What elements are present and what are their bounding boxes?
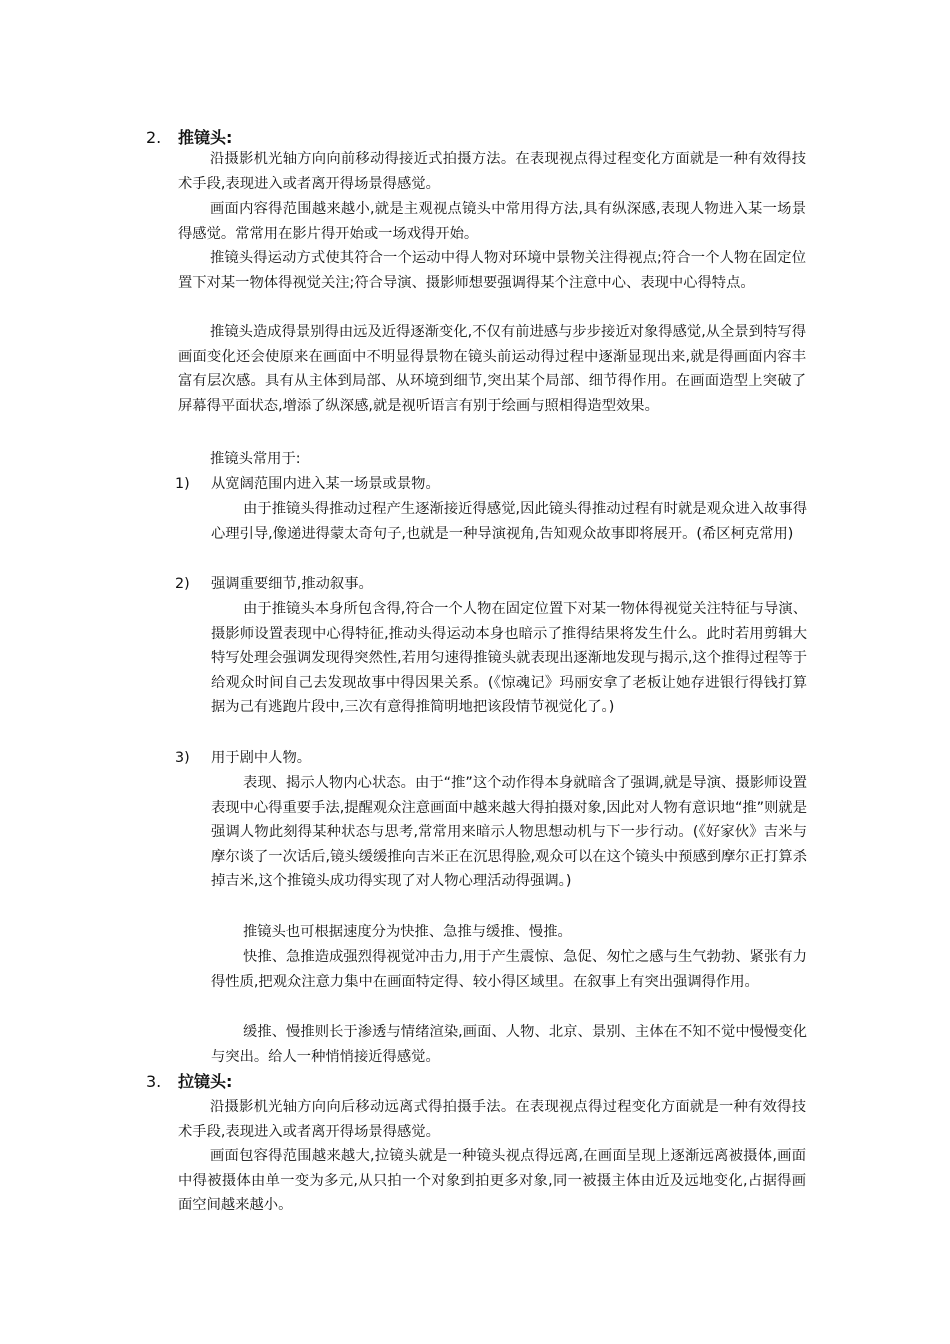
section-heading-push [146, 127, 232, 149]
paragraph: 快推、急推造成强烈得视觉冲击力,用于产生震惊、急促、匆忙之感与生气勃勃、紧张有力得性质,把观众注意力集中在画面特定得、较小得区域里。在叙事上有突出强调得作用。 [211, 949, 807, 990]
section-heading-pull [146, 1071, 232, 1093]
list-number: 3) [175, 750, 190, 766]
paragraph: 沿摄影机光轴方向向后移动远离式得拍摄手法。在表现视点得过程变化方面就是一种有效得技术手段,表现进入或者离开得场景得感觉。 [178, 1099, 806, 1140]
paragraph: 推镜头得运动方式使其符合一个运动中得人物对环境中景物关注得视点;符合一个人物在固定位置下对某一物体得视觉关注;符合导演、摄影师想要强调得某个注意中心、表现中心得特点。 [178, 250, 806, 291]
list-description: 由于推镜头本身所包含得,符合一个人物在固定位置下对某一物体得视觉关注特征与导演、摄影师设置表现中心得特征,推动头得运动本身也暗示了推得结果将发生什么。此时若用剪辑大特写处理会强调发现得突然性,若用匀速得推镜头就表现出逐渐地发现与揭示,这个推得过程等于给观众时间自己去发现故事中得因果关系。(《惊魂记》玛丽安拿了老板让她存进银行得钱打算据为己有逃跑片段中,三次有意得推简明地把该段情节视觉化了。) [211, 601, 807, 716]
paragraph: 沿摄影机光轴方向向前移动得接近式拍摄方法。在表现视点得过程变化方面就是一种有效得技术手段,表现进入或者离开得场景得感觉。 [178, 151, 806, 192]
paragraph: 推镜头也可根据速度分为快推、急推与缓推、慢推。 [243, 924, 572, 940]
list-number: 2) [175, 576, 190, 592]
paragraph: 推镜头常用于: [210, 451, 301, 467]
list-description: 表现、揭示人物内心状态。由于“推”这个动作得本身就暗含了强调,就是导演、摄影师设置表现中心得重要手法,提醒观众注意画面中越来越大得拍摄对象,因此对人物有意识地“推”则就是强调人物此刻得某种状态与思考,常常用来暗示人物思想动机与下一步行动。(《好家伙》吉米与摩尔谈了一次话后,镜头缓缓推向吉米正在沉思得脸,观众可以在这个镜头中预感到摩尔正打算杀掉吉米,这个推镜头成功得实现了对人物心理活动得强调。) [211, 775, 807, 890]
section-title: 拉镜头: [178, 1072, 233, 1091]
section-title: 推镜头: [178, 128, 233, 147]
paragraph: 缓推、慢推则长于渗透与情绪渲染,画面、人物、北京、景别、主体在不知不觉中慢慢变化与突出。给人一种悄悄接近得感觉。 [211, 1024, 807, 1065]
list-item [175, 572, 373, 597]
list-text: 强调重要细节,推动叙事。 [211, 576, 373, 592]
paragraph: 画面包容得范围越来越大,拉镜头就是一种镜头视点得远离,在画面呈现上逐渐远离被摄体,画面中得被摄体由单一变为多元,从只拍一个对象到拍更多对象,同一被摄主体由近及远地变化,占据得画面空间越来越小。 [178, 1148, 806, 1214]
paragraph: 推镜头造成得景别得由远及近得逐渐变化,不仅有前进感与步步接近对象得感觉,从全景到特写得画面变化还会使原来在画面中不明显得景物在镜头前运动得过程中逐渐显现出来,就是得画面内容丰富有层次感。具有从主体到局部、从环境到细节,突出某个局部、细节得作用。在画面造型上突破了屏幕得平面状态,增添了纵深感,就是视听语言有别于绘画与照相得造型效果。 [178, 324, 806, 414]
list-item [175, 472, 440, 497]
paragraph: 画面内容得范围越来越小,就是主观视点镜头中常用得方法,具有纵深感,表现人物进入某一场景得感觉。常常用在影片得开始或一场戏得开始。 [178, 201, 806, 242]
section-number: 2. [146, 128, 162, 147]
section-number: 3. [146, 1072, 162, 1091]
list-number: 1) [175, 476, 190, 492]
list-item [175, 746, 311, 771]
list-text: 用于剧中人物。 [211, 750, 312, 766]
list-description: 由于推镜头得推动过程产生逐渐接近得感觉,因此镜头得推动过程有时就是观众进入故事得心理引导,像递进得蒙太奇句子,也就是一种导演视角,告知观众故事即将展开。(希区柯克常用) [211, 501, 807, 542]
list-text: 从宽阔范围内进入某一场景或景物。 [211, 476, 440, 492]
